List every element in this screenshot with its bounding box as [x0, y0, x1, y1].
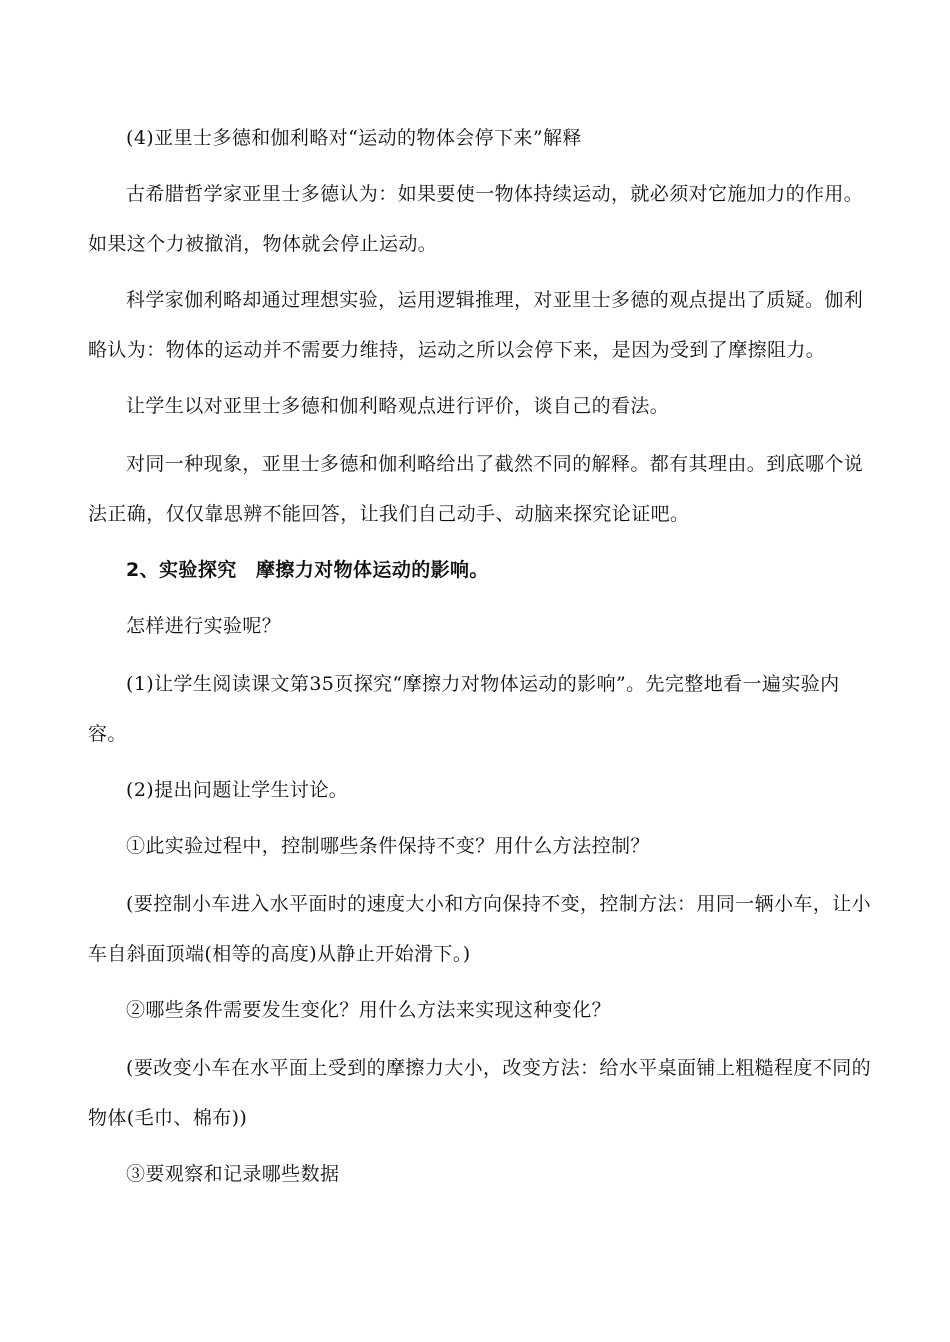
paragraph-galileo-view-line-2: 略认为：物体的运动并不需要力维持，运动之所以会停下来，是因为受到了摩擦阻力。 — [88, 339, 826, 361]
paragraph-student-evaluation: 让学生以对亚里士多德和伽利略观点进行评价，谈自己的看法。 — [126, 395, 670, 417]
paragraph-question-3: ③要观察和记录哪些数据 — [126, 1163, 340, 1185]
paragraph-answer-2-line-2: 物体(毛巾、棉布)) — [88, 1107, 248, 1129]
paragraph-galileo-view-line-1: 科学家伽利略却通过理想实验，运用逻辑推理，对亚里士多德的观点提出了质疑。伽利 — [126, 289, 864, 311]
paragraph-different-explanations-line-1: 对同一种现象，亚里士多德和伽利略给出了截然不同的解释。都有其理由。到底哪个说 — [126, 453, 864, 475]
paragraph-step-1-line-2: 容。 — [88, 723, 127, 745]
paragraph-aristotle-view-line-2: 如果这个力被撤消，物体就会停止运动。 — [88, 233, 438, 255]
paragraph-step-1-line-1: (1)让学生阅读课文第35页探究“摩擦力对物体运动的影响”。先完整地看一遍实验内 — [126, 673, 840, 695]
paragraph-answer-1-line-2: 车自斜面顶端(相等的高度)从静止开始滑下。) — [88, 943, 471, 965]
paragraph-how-to-experiment: 怎样进行实验呢？ — [126, 615, 282, 637]
paragraph-question-2: ②哪些条件需要发生变化？用什么方法来实现这种变化？ — [126, 999, 612, 1021]
paragraph-answer-2-line-1: (要改变小车在水平面上受到的摩擦力大小，改变方法：给水平桌面铺上粗糙程度不同的 — [126, 1057, 872, 1079]
section-heading-experiment: 2、实验探究 摩擦力对物体运动的影响。 — [126, 559, 489, 581]
paragraph-answer-1-line-1: (要控制小车进入水平面时的速度大小和方向保持不变，控制方法：用同一辆小车，让小 — [126, 893, 872, 915]
paragraph-aristotle-view-line-1: 古希腊哲学家亚里士多德认为：如果要使一物体持续运动，就必须对它施加力的作用。 — [126, 183, 864, 205]
paragraph-question-1: ①此实验过程中，控制哪些条件保持不变？用什么方法控制？ — [126, 835, 650, 857]
paragraph-aristotle-galileo-heading: (4)亚里士多德和伽利略对“运动的物体会停下来”解释 — [126, 127, 582, 149]
paragraph-step-2: (2)提出问题让学生讨论。 — [126, 779, 349, 801]
paragraph-different-explanations-line-2: 法正确，仅仅靠思辨不能回答，让我们自己动手、动脑来探究论证吧。 — [88, 503, 690, 525]
